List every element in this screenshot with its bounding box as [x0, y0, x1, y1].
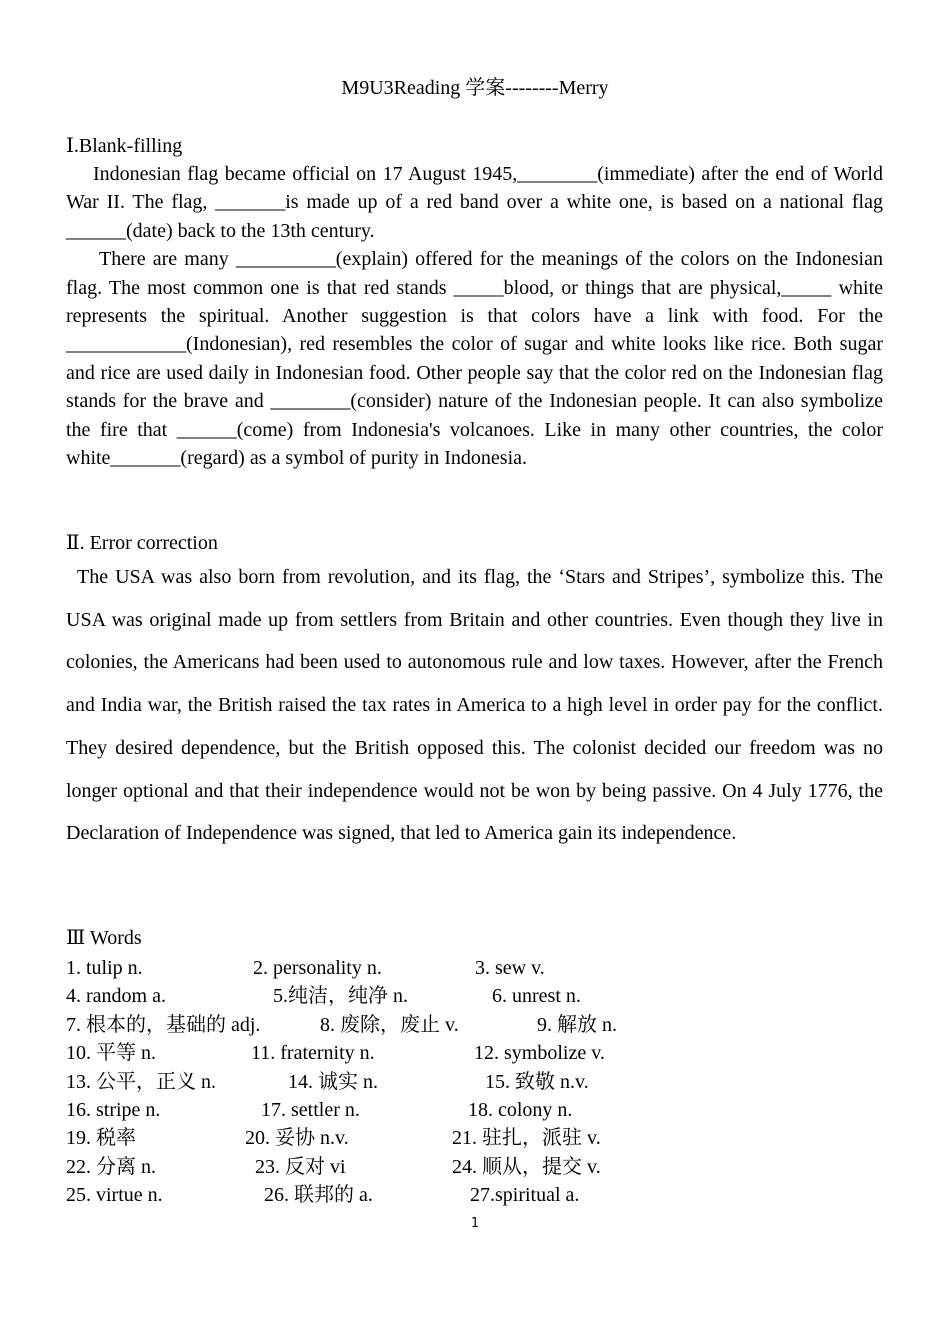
- word-item: 13. 公平，正义 n.: [66, 1070, 216, 1093]
- word-item: 8. 废除，废止 v.: [320, 1013, 459, 1036]
- word-item: 17. settler n.: [261, 1098, 360, 1121]
- word-row: [66, 1181, 883, 1209]
- word-item: 23. 反对 vi: [255, 1155, 346, 1178]
- word-item: 5.纯洁，纯净 n.: [273, 985, 408, 1008]
- word-row: [66, 1153, 883, 1181]
- section-heading-words: Ⅲ Words: [66, 927, 142, 949]
- word-item: 10. 平等 n.: [66, 1042, 156, 1065]
- word-item: 21. 驻扎，派驻 v.: [452, 1127, 601, 1150]
- word-item: 12. symbolize v.: [474, 1042, 605, 1065]
- section-heading-blank-filling: Ⅰ.Blank-filling: [66, 135, 183, 157]
- word-row: [66, 1068, 883, 1096]
- word-item: 18. colony n.: [468, 1098, 573, 1121]
- blank-filling-paragraph-1: Indonesian flag became official on 17 August 1945,________(immediate) after the end of World War II. The flag, _______is made up of a red band over a white one, is based on a national flag ______(date) back to the 13th century.: [66, 163, 883, 242]
- word-item: 20. 妥协 n.v.: [245, 1127, 349, 1150]
- word-item: 26. 联邦的 a.: [264, 1184, 373, 1207]
- word-item: 16. stripe n.: [66, 1098, 161, 1121]
- page-number: 1: [470, 1216, 480, 1231]
- error-correction-paragraph: The USA was also born from revolution, and its flag, the ‘Stars and Stripes’, symbolize this. The USA was original made up from settlers from Britain and other countries. Even though they live in colonies, the Americans had been used to autonomous rule and low taxes. However, after the French and India war, the British raised the tax rates in America to a high level in order pay for the conflict. They desired dependence, but the British opposed this. The colonist decided our freedom was no longer optional and that their independence would not be won by being passive. On 4 July 1776, the Declaration of Independence was signed, that led to America gain its independence.: [66, 566, 883, 845]
- word-item: 15. 致敬 n.v.: [485, 1070, 589, 1093]
- error-correction-passage: [66, 556, 883, 855]
- word-item: 3. sew v.: [475, 957, 545, 979]
- blank-filling-paragraph-2: There are many __________(explain) offered for the meanings of the colors on the Indonesian flag. The most common one is that red stands _____blood, or things that are physical,_____ white represents the spiritual. Another suggestion is that colors have a link with food. For the ____________(Indonesian), red resembles the color of sugar and white looks like rice. Both sugar and rice are used daily in Indonesian food. Other people say that the color red on the Indonesian flag stands for the brave and ________(consider) nature of the Indonesian people. It can also symbolize the fire that ______(come) from Indonesia's volcanoes. Like in many other countries, the color white_______(regard) as a symbol of purity in Indonesia.: [66, 248, 883, 470]
- word-item: 19. 税率: [66, 1127, 136, 1150]
- word-row: [66, 1096, 883, 1124]
- word-item: 4. random a.: [66, 985, 166, 1008]
- page-title: M9U3Reading 学案--------Merry: [341, 77, 609, 99]
- word-item: 24. 顺从，提交 v.: [452, 1155, 601, 1178]
- word-item: 2. personality n.: [253, 957, 382, 979]
- word-row: [66, 1039, 883, 1067]
- word-item: 9. 解放 n.: [537, 1013, 617, 1036]
- section-heading-error-correction: Ⅱ. Error correction: [66, 532, 218, 554]
- word-row: [66, 1124, 883, 1152]
- word-item: 6. unrest n.: [492, 985, 581, 1008]
- word-row: [66, 1011, 883, 1039]
- word-item: 14. 诚实 n.: [288, 1070, 378, 1093]
- word-item: 11. fraternity n.: [251, 1042, 375, 1065]
- blank-filling-passage: [66, 160, 883, 472]
- word-item: 1. tulip n.: [66, 957, 143, 979]
- word-row: [66, 982, 883, 1010]
- word-item: 25. virtue n.: [66, 1184, 163, 1207]
- word-list: [66, 954, 883, 1210]
- word-item: 7. 根本的，基础的 adj.: [66, 1013, 261, 1036]
- word-row: [66, 954, 883, 982]
- word-item: 27.spiritual a.: [470, 1184, 580, 1207]
- word-item: 22. 分离 n.: [66, 1155, 156, 1178]
